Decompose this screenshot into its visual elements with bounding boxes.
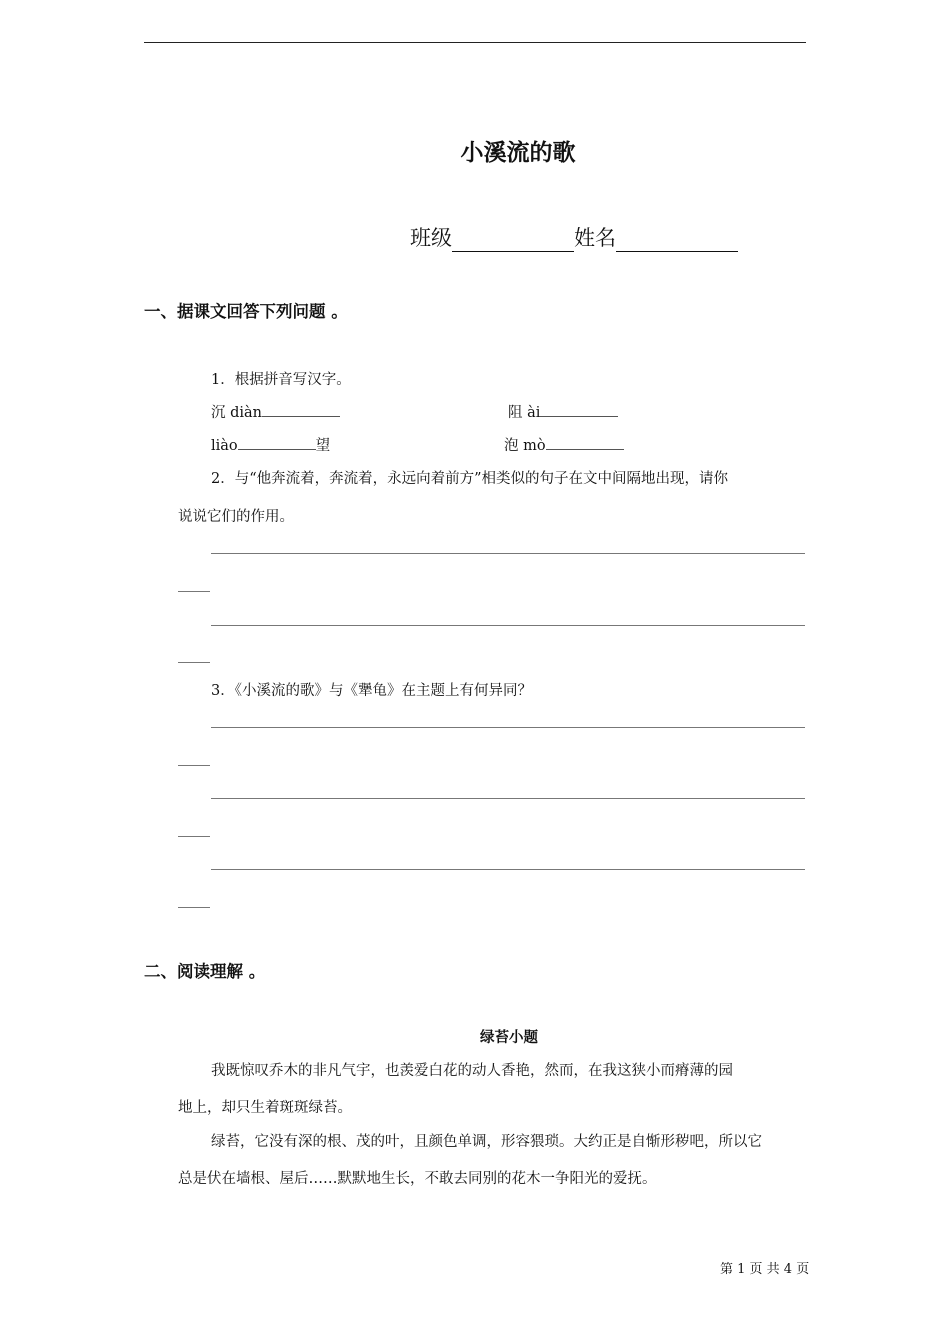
answer-line[interactable] [211, 727, 805, 728]
section-1-heading: 一、据课文回答下列问题 。 [144, 302, 348, 321]
q2-line-1: 2．与“他奔流着，奔流着，永远向着前方”相类似的句子在文中间隔地出现，请你 [211, 471, 729, 487]
answer-line-tail [178, 765, 210, 766]
passage-p1-line-2: 地上，却只生着斑斑绿苔。 [178, 1100, 352, 1116]
header-rule [144, 42, 806, 43]
q1-item-liao [211, 434, 330, 455]
q1-item-text: 沉 diàn [211, 405, 263, 421]
passage-p2-line-1: 绿苔，它没有深的根、茂的叶，且颜色单调，形容猥琐。大约正是自惭形秽吧，所以它 [211, 1134, 762, 1150]
q1-item-text: liào [211, 438, 238, 454]
q1-prompt: 1．根据拼音写汉字。 [211, 372, 351, 388]
passage-p1-line-1: 我既惊叹乔木的非凡气宇，也羡爱白花的动人香艳，然而，在我这狭小而瘠薄的园 [211, 1063, 733, 1079]
q1-blank[interactable] [540, 402, 618, 417]
name-label: 姓名 [574, 226, 616, 250]
passage-title: 绿苔小题 [480, 1029, 538, 1046]
section-2-heading: 二、阅读理解 。 [144, 962, 266, 981]
q1-blank[interactable] [262, 402, 340, 417]
q1-item-text: 阻 ài [508, 405, 541, 421]
answer-line-tail [178, 836, 210, 837]
answer-line[interactable] [211, 625, 805, 626]
q1-item-ai [508, 401, 618, 422]
class-blank[interactable] [452, 229, 574, 252]
answer-line-tail [178, 591, 210, 592]
q1-blank[interactable] [238, 435, 316, 450]
class-name-line [410, 222, 738, 252]
answer-line[interactable] [211, 553, 805, 554]
q1-blank[interactable] [546, 435, 624, 450]
class-label: 班级 [410, 226, 452, 250]
q1-item-suffix: 望 [315, 438, 331, 454]
document-title: 小溪流的歌 [460, 140, 576, 166]
answer-line-tail [178, 662, 210, 663]
name-blank[interactable] [616, 229, 738, 252]
q3-prompt: 3．《小溪流的歌》与《犟龟》在主题上有何异同？ [211, 683, 532, 699]
answer-line-tail [178, 907, 210, 908]
passage-p2-line-2: 总是伏在墙根、屋后……默默地生长，不敢去同别的花木一争阳光的爱抚。 [178, 1171, 657, 1187]
q1-item-text: 泡 mò [504, 438, 546, 454]
answer-line[interactable] [211, 798, 805, 799]
answer-line[interactable] [211, 869, 805, 870]
q2-line-2: 说说它们的作用。 [178, 509, 294, 525]
q1-item-dian [211, 401, 340, 422]
q1-item-mo [504, 434, 624, 455]
page-footer: 第 1 页 共 4 页 [720, 1262, 810, 1277]
